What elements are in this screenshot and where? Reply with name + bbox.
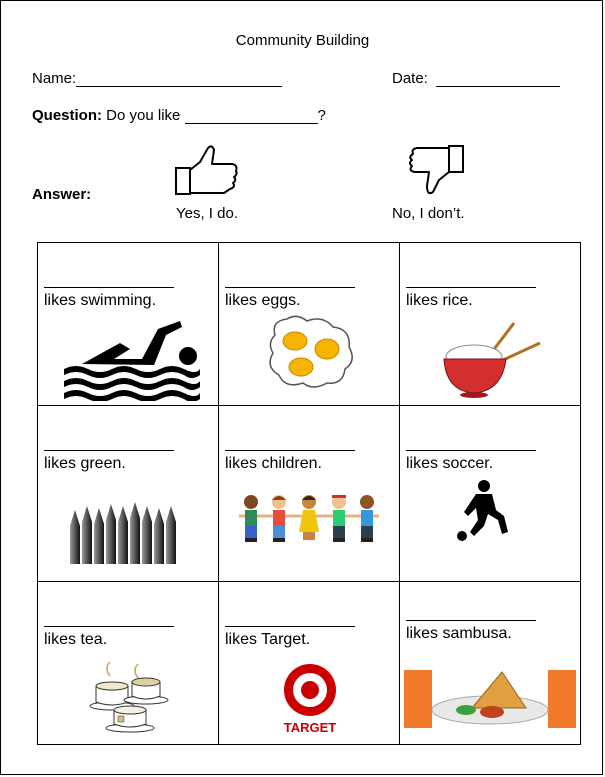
cell-text: likes tea. bbox=[44, 631, 108, 648]
cell-text: likes eggs. bbox=[225, 292, 301, 309]
date-label: Date: bbox=[392, 70, 428, 87]
date-row bbox=[392, 70, 560, 87]
cell-text: likes swimming. bbox=[44, 292, 157, 309]
cell-swimming bbox=[38, 243, 219, 406]
question-mark: ? bbox=[317, 107, 326, 124]
question-row bbox=[32, 107, 326, 124]
cell-text: likes soccer. bbox=[406, 455, 494, 472]
name-row bbox=[32, 70, 282, 87]
cell-name-blank[interactable] bbox=[406, 287, 536, 288]
cell-text: likes children. bbox=[225, 455, 322, 472]
cell-name-blank[interactable] bbox=[225, 287, 355, 288]
name-label: Name: bbox=[32, 70, 77, 87]
soccer-player-icon bbox=[454, 480, 514, 542]
thumbs-down-icon bbox=[405, 144, 467, 198]
cell-name-blank[interactable] bbox=[225, 626, 355, 627]
target-logo-icon bbox=[281, 664, 339, 736]
date-blank[interactable] bbox=[436, 70, 560, 87]
rice-bowl-icon bbox=[442, 321, 542, 399]
cell-green bbox=[38, 406, 219, 582]
no-label: No, I don’t. bbox=[392, 205, 465, 222]
cell-rice bbox=[400, 243, 581, 406]
page-title: Community Building bbox=[235, 32, 370, 49]
question-text: Do you like bbox=[106, 107, 181, 124]
answer-label: Answer: bbox=[32, 186, 92, 203]
cell-text: likes sambusa. bbox=[406, 625, 512, 642]
question-blank[interactable] bbox=[185, 107, 318, 124]
cell-soccer bbox=[400, 406, 581, 582]
target-logo-text: TARGET bbox=[283, 720, 337, 735]
question-label: Question: bbox=[32, 107, 102, 124]
tea-cups-icon bbox=[88, 658, 172, 734]
cell-text: likes Target. bbox=[225, 631, 311, 648]
cell-name-blank[interactable] bbox=[225, 450, 355, 451]
likes-grid bbox=[37, 242, 581, 745]
cell-eggs bbox=[219, 243, 400, 406]
cell-children bbox=[219, 406, 400, 582]
cell-text: likes green. bbox=[44, 455, 126, 472]
swimmer-icon bbox=[62, 319, 202, 401]
fried-eggs-icon bbox=[267, 315, 355, 391]
children-holding-hands-icon bbox=[235, 492, 383, 546]
cell-name-blank[interactable] bbox=[44, 287, 174, 288]
cell-text: likes rice. bbox=[406, 292, 473, 309]
yes-label: Yes, I do. bbox=[176, 205, 238, 222]
cell-name-blank[interactable] bbox=[406, 450, 536, 451]
cell-sambusa bbox=[400, 582, 581, 745]
sambusa-plate-icon bbox=[404, 670, 576, 728]
cell-name-blank[interactable] bbox=[44, 450, 174, 451]
cell-tea bbox=[38, 582, 219, 745]
cell-name-blank[interactable] bbox=[44, 626, 174, 627]
cell-name-blank[interactable] bbox=[406, 620, 536, 621]
cell-target bbox=[219, 582, 400, 745]
name-blank[interactable] bbox=[76, 70, 282, 87]
thumbs-up-icon bbox=[174, 144, 240, 198]
colored-pencils-icon bbox=[68, 502, 178, 564]
